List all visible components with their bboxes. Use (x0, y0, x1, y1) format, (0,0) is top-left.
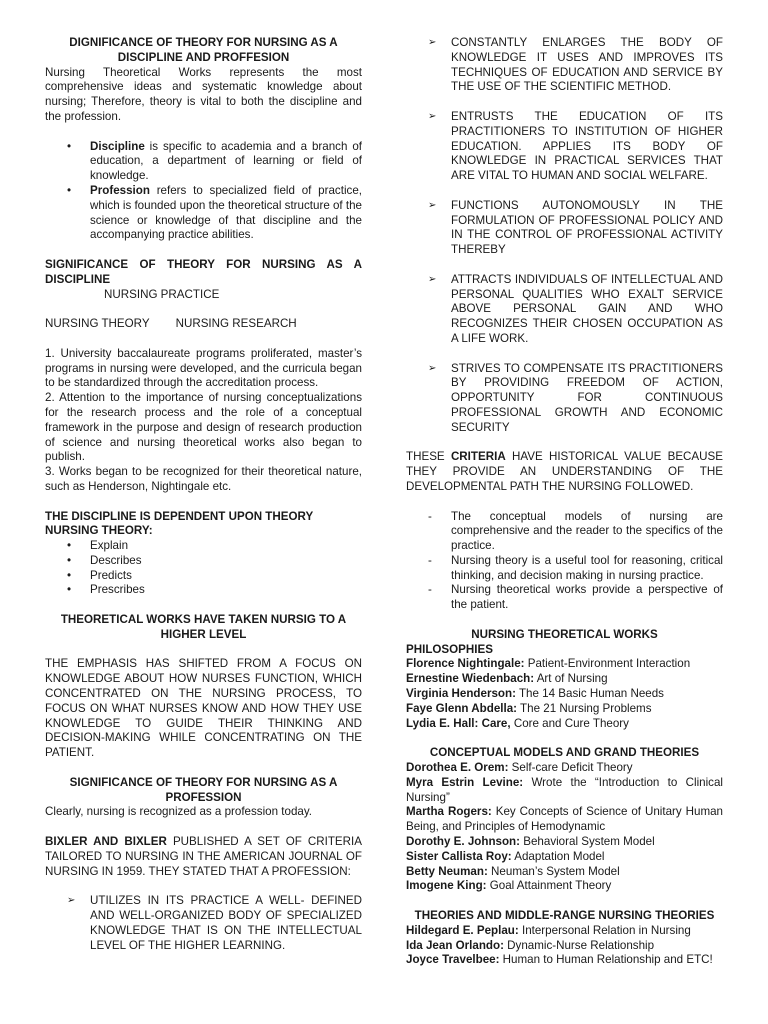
conceptual-models-heading: CONCEPTUAL MODELS AND GRAND THEORIES (429, 746, 700, 760)
model-entry: Dorothy E. Johnson: Behavioral System Model (406, 835, 655, 849)
middle-range-entry: Joyce Travelbee: Human to Human Relationship and ETC! (406, 953, 713, 967)
criteria-item: ➢ FUNCTIONS AUTONOMOUSLY IN THE FORMULATION OF PROFESSIONAL POLICY AND IN THE CONTROL OF PROFESSIONAL ACTIVITY THEREBY (428, 198, 723, 257)
main-heading-line-2: DISCIPLINE AND PROFFESION (117, 50, 290, 64)
model-entry: Martha Rogers: Key Concepts of Science of Unitary Human Being, and Principles of Hemodynamic (406, 805, 723, 834)
criteria-item: ➢ STRIVES TO COMPENSATE ITS PRACTITIONERS BY PROVIDING FREEDOM OF ACTION, OPPORTUNITY FOR CONTINUOUS PROFESSIONAL GROWTH AND ECONOMIC SECURITY (428, 361, 723, 434)
criteria-item: ➢ UTILIZES IN ITS PRACTICE A WELL- DEFINED AND WELL-ORGANIZED BODY OF SPECIALIZED KNOWLEDGE THAT IS ON THE INTELLECTUAL LEVEL OF THE HIGHER LEARNING. (67, 894, 362, 952)
numbered-item-1: 1. University baccalaureate programs proliferated, master’s programs in nursing were developed, and the curricula began to be standardized through the accreditation process. (45, 346, 362, 390)
model-entry: Dorothea E. Orem: Self-care Deficit Theory (406, 761, 633, 775)
profession-statement: Clearly, nursing is recognized as a profession today. (45, 805, 313, 819)
criteria-value-paragraph: THESE CRITERIA HAVE HISTORICAL VALUE BECAUSE THEY PROVIDE AN UNDERSTANDING OF THE DEVELOPMENTAL PATH THE NURSING FOLLOWED. (406, 450, 723, 493)
nursing-theory-label: NURSING THEORY (45, 317, 150, 331)
nursing-research-label: NURSING RESEARCH (175, 317, 297, 331)
philosophy-entry: Ernestine Wiedenbach: Art of Nursing (406, 672, 608, 686)
arrow-bullet-icon: ➢ (428, 273, 437, 285)
emphasis-paragraph: THE EMPHASIS HAS SHIFTED FROM A FOCUS ON KNOWLEDGE ABOUT HOW NURSES FUNCTION, WHICH CONCENTRATED ON THE NURSING PROCESS, TO FOCUS ON WHAT NURSES KNOW AND HOW THEY USE KNOWLEDGE TO GUIDE THEIR THINKING AND DECISION-MAKING WHILE CONCENTRATING ON THE PATIENT. (45, 657, 362, 760)
philosophy-entry: Virginia Henderson: The 14 Basic Human Needs (406, 687, 664, 701)
criteria-item: ➢ ATTRACTS INDIVIDUALS OF INTELLECTUAL AND PERSONAL QUALITIES WHO EXALT SERVICE ABOVE PERSONAL GAIN AND WHO RECOGNIZES THEIR CHOSEN OCCUPATION AS A LIFE WORK. (428, 272, 723, 345)
theoretical-works-heading: NURSING THEORETICAL WORKS (471, 627, 658, 641)
theory-research-row (45, 317, 362, 332)
nursing-practice-label: NURSING PRACTICE (104, 287, 220, 301)
model-entry: Myra Estrin Levine: Wrote the “Introduction to Clinical Nursing” (406, 775, 723, 804)
profession-heading-line-1: SIGNIFICANCE OF THEORY FOR NURSING AS A (69, 775, 338, 789)
theory-function-item: • Explain (45, 539, 362, 554)
dash-item: - Nursing theoretical works provide a perspective of the patient. (406, 583, 723, 613)
higher-level-heading-line-2: HIGHER LEVEL (160, 627, 247, 641)
theory-functions-list (45, 539, 362, 598)
numbered-item-2: 2. Attention to the importance of nursing conceptualizations for the research process and the role of a conceptual framework in the purpose and design of research production of science and nursing theoretical works also began to publish. (45, 391, 362, 464)
discipline-heading: SIGNIFICANCE OF THEORY FOR NURSING AS A DISCIPLINE (45, 257, 362, 286)
bixler-paragraph: BIXLER AND BIXLER PUBLISHED A SET OF CRITERIA TAILORED TO NURSING IN THE AMERICAN JOURNAL OF NURSING IN 1959. THEY STATED THAT A PROFESSION: (45, 835, 362, 878)
main-heading-line-1: DIGNIFICANCE OF THEORY FOR NURSING AS A (69, 36, 338, 49)
profession-heading-line-2: PROFESSION (165, 790, 242, 804)
theory-function-item: • Predicts (45, 569, 362, 584)
dependent-heading-line-2: NURSING THEORY: (45, 524, 153, 538)
criteria-list-right (406, 36, 723, 436)
model-entry: Imogene King: Goal Attainment Theory (406, 879, 612, 893)
model-entry: Betty Neuman: Neuman’s System Model (406, 864, 620, 878)
intro-paragraph: Nursing Theoretical Works represents the most comprehensive ideas and systematic knowledge about nursing; Therefore, theory is vital to both the discipline and the profession. (45, 65, 362, 123)
theory-value-list (406, 510, 723, 614)
arrow-bullet-icon: ➢ (428, 110, 437, 122)
definition-discipline: • Discipline is specific to academia and a branch of education, a department of learning or field of knowledge. (45, 140, 362, 184)
numbered-item-3: 3. Works began to be recognized for their theoretical nature, such as Henderson, Nightingale etc. (45, 465, 362, 493)
dash-item: - The conceptual models of nursing are comprehensive and the reader to the specifics of the practice. (406, 510, 723, 554)
criteria-item: ➢ ENTRUSTS THE EDUCATION OF ITS PRACTITIONERS TO INSTITUTION OF HIGHER EDUCATION. APPLIES ITS BODY OF KNOWLEDGE IN PRACTICAL SERVICES THAT ARE VITAL TO HUMAN AND SOCIAL WELFARE. (428, 109, 723, 183)
arrow-bullet-icon: ➢ (428, 37, 437, 48)
philosophies-heading: PHILOSOPHIES (406, 642, 493, 656)
model-entry: Sister Callista Roy: Adaptation Model (406, 849, 605, 863)
higher-level-heading-line-1: THEORETICAL WORKS HAVE TAKEN NURSIG TO A (60, 613, 347, 627)
theory-function-item: • Describes (45, 554, 362, 569)
middle-range-entry: Hildegard E. Peplau: Interpersonal Relation in Nursing (406, 923, 691, 937)
philosophy-entry: Florence Nightingale: Patient-Environment Interaction (406, 657, 691, 671)
arrow-bullet-icon: ➢ (428, 199, 437, 211)
middle-range-entry: Ida Jean Orlando: Dynamic-Nurse Relationship (406, 938, 655, 952)
criteria-item: ➢ CONSTANTLY ENLARGES THE BODY OF KNOWLEDGE IT USES AND IMPROVES ITS TECHNIQUES OF EDUCATION AND SERVICE BY THE USE OF THE SCIENTIFIC METHOD. (428, 36, 723, 94)
criteria-list-left (45, 894, 362, 953)
dependent-heading-line-1: THE DISCIPLINE IS DEPENDENT UPON THEORY (45, 509, 314, 523)
philosophy-entry: Lydia E. Hall: Care, Core and Cure Theory (406, 716, 629, 730)
definition-profession: • Profession refers to specialized field of practice, which is founded upon the theoretical structure of the science or knowledge of that discipline and the accompanying practice abilities. (45, 184, 362, 243)
definition-list (45, 140, 362, 244)
dash-item: - Nursing theory is a useful tool for reasoning, critical thinking, and decision making in nursing practice. (406, 554, 723, 584)
right-column (406, 36, 723, 968)
theory-function-item: • Prescribes (45, 583, 362, 598)
arrow-bullet-icon: ➢ (428, 362, 437, 374)
left-column (45, 36, 362, 953)
middle-range-heading: THEORIES AND MIDDLE-RANGE NURSING THEORIES (414, 909, 715, 923)
philosophy-entry: Faye Glenn Abdella: The 21 Nursing Problems (406, 701, 652, 715)
arrow-bullet-icon: ➢ (67, 895, 76, 907)
